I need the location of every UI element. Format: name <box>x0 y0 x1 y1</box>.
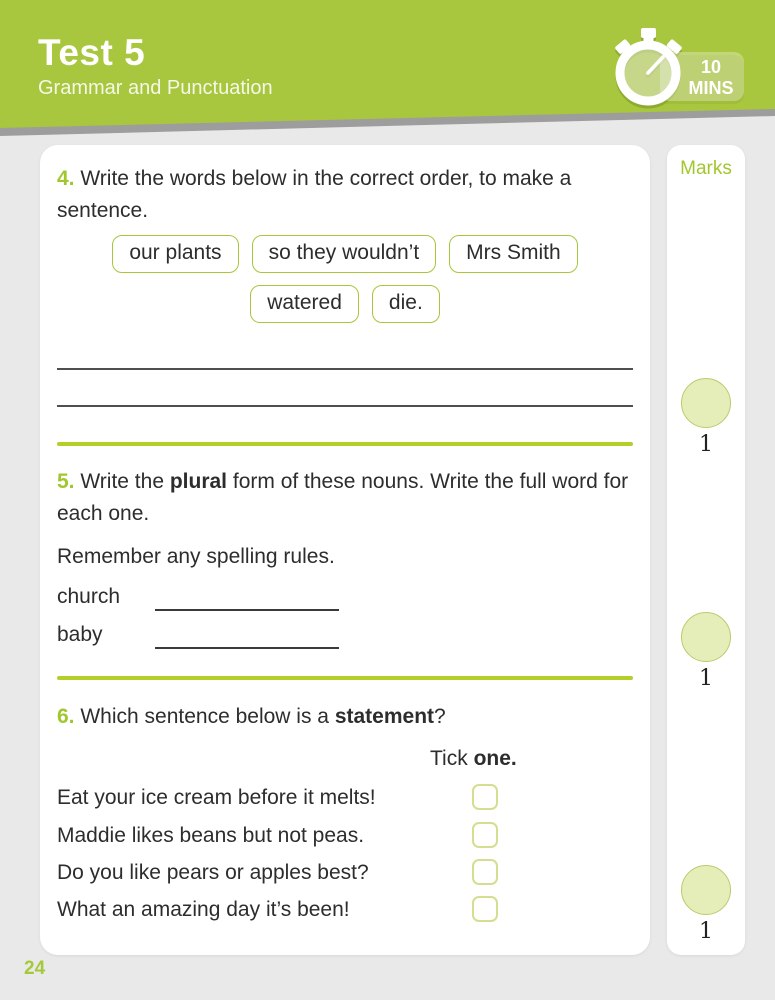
option-row <box>40 861 650 891</box>
test-title: Test 5 <box>38 32 146 73</box>
page-number: 24 <box>24 958 46 979</box>
option-checkbox[interactable] <box>472 784 498 810</box>
word-card: so they wouldn’t <box>252 235 437 273</box>
question-card <box>40 145 650 955</box>
option-row <box>40 824 650 854</box>
question-5-note: Remember any spelling rules. <box>57 545 335 568</box>
word-card: our plants <box>112 235 238 273</box>
page-header <box>0 0 775 140</box>
question-5-text-1: Write the <box>80 470 170 493</box>
answer-line[interactable] <box>57 368 633 370</box>
question-5-text-2: form of these nouns. Write the full word for each one. <box>57 470 629 525</box>
mark-circle <box>681 612 731 662</box>
mark-value: 1 <box>699 666 713 691</box>
tick-word: Tick <box>430 747 474 770</box>
tick-one-label <box>430 747 517 771</box>
word-card: Mrs Smith <box>449 235 578 273</box>
question-5-prompt <box>57 466 635 529</box>
timer-badge <box>596 16 751 118</box>
word-card: die. <box>372 285 440 323</box>
mark-circle <box>681 865 731 915</box>
timer-unit-text: MINS <box>688 78 734 98</box>
question-divider <box>57 676 633 680</box>
answer-line-short[interactable] <box>155 609 339 611</box>
question-4-number: 4. <box>57 167 75 190</box>
test-subtitle: Grammar and Punctuation <box>38 77 273 99</box>
option-checkbox[interactable] <box>472 896 498 922</box>
option-text: What an amazing day it’s been! <box>57 898 350 921</box>
option-row <box>40 898 650 928</box>
question-6-text-1: Which sentence below is a <box>80 705 335 728</box>
question-divider <box>57 442 633 446</box>
option-checkbox[interactable] <box>472 822 498 848</box>
mark-circle <box>681 378 731 428</box>
noun-label: church <box>57 585 121 608</box>
option-text: Do you like pears or apples best? <box>57 861 369 884</box>
question-6-keyword: statement <box>334 705 435 728</box>
plural-row-church <box>57 585 120 609</box>
answer-line[interactable] <box>57 405 633 407</box>
question-5-keyword: plural <box>169 470 228 493</box>
question-4-prompt <box>57 163 635 226</box>
marks-title: Marks <box>680 158 732 179</box>
word-cards-row-2 <box>40 285 650 323</box>
question-6-text-2: ? <box>434 705 446 728</box>
marks-panel <box>667 145 745 955</box>
tick-one-word: one. <box>473 747 517 770</box>
word-card: watered <box>250 285 359 323</box>
noun-label: baby <box>57 623 103 646</box>
option-row <box>40 786 650 816</box>
option-text: Maddie likes beans but not peas. <box>57 824 365 847</box>
question-4-text: Write the words below in the correct order, to make a sentence. <box>57 167 572 222</box>
mark-value: 1 <box>699 919 713 944</box>
mark-value: 1 <box>699 432 713 457</box>
question-6-number: 6. <box>57 705 75 728</box>
plural-row-baby <box>57 623 103 647</box>
timer-minutes-text: 10 <box>700 57 722 77</box>
stopwatch-icon <box>596 16 751 118</box>
word-cards-row-1 <box>40 235 650 273</box>
question-5-number: 5. <box>57 470 75 493</box>
question-6-prompt <box>57 701 635 733</box>
answer-line-short[interactable] <box>155 647 339 649</box>
option-text: Eat your ice cream before it melts! <box>57 786 376 809</box>
option-checkbox[interactable] <box>472 859 498 885</box>
